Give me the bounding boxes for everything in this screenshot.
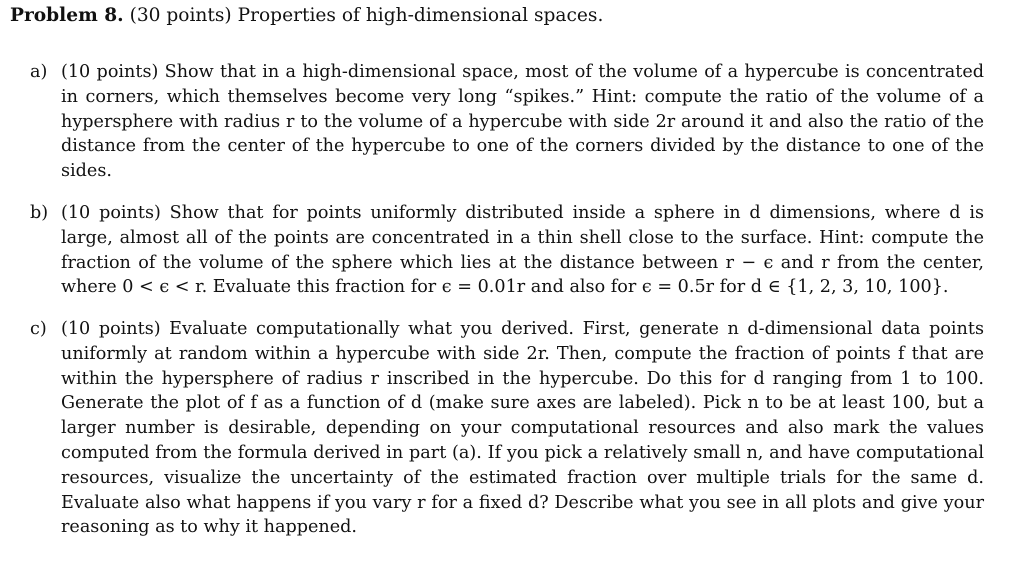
part-a-marker: a) xyxy=(30,62,48,82)
part-c-text: (10 points) Evaluate computationally what you derived. First, generate n d-dimensional data points uniformly at random within a hypercube with side 2r. Then, compute the fraction of points f that are within the hypersphere of radius r inscribed in the hypercube. Do this for d ranging from 1 to 100. Generate the plot of f as a function of d (make sure axes are labeled). Pick n to be at least 100, but a larger number is desirable, depending on your computational resources and also mark the values computed from the formula derived in part (a). If you pick a relatively small n, and have computational resources, visualize the uncertainty of the estimated fraction over multiple trials for the same d. Evaluate also what happens if you vary r for a fixed d? Describe what you see in all plots and give your reasoning as to why it happened. xyxy=(61,319,984,538)
part-a xyxy=(30,60,984,184)
problem-title: (30 points) Properties of high-dimensional spaces. xyxy=(129,5,604,26)
part-b-text: (10 points) Show that for points uniformly distributed inside a sphere in d dimensions, where d is large, almost all of the points are concentrated in a thin shell close to the surface. Hint: compute the fraction of the volume of the sphere which lies at the distance between r − ϵ and r from the center, where 0 < ϵ < r. Evaluate this fraction for ϵ = 0.01r and also for ϵ = 0.5r for d ∈ {1, 2, 3, 10, 100}. xyxy=(61,203,984,298)
part-a-text: (10 points) Show that in a high-dimensional space, most of the volume of a hypercube is concentrated in corners, which themselves become very long “spikes.” Hint: compute the ratio of the volume of a hypersphere with radius r to the volume of a hypercube with side 2r around it and also the ratio of the distance from the center of the hypercube to one of the corners divided by the distance to one of the sides. xyxy=(61,62,984,182)
part-b xyxy=(30,201,984,300)
part-c xyxy=(30,317,984,540)
problem-number: Problem 8. xyxy=(10,5,124,26)
part-b-marker: b) xyxy=(30,203,49,223)
problem-heading xyxy=(10,4,603,28)
part-c-marker: c) xyxy=(30,319,47,339)
